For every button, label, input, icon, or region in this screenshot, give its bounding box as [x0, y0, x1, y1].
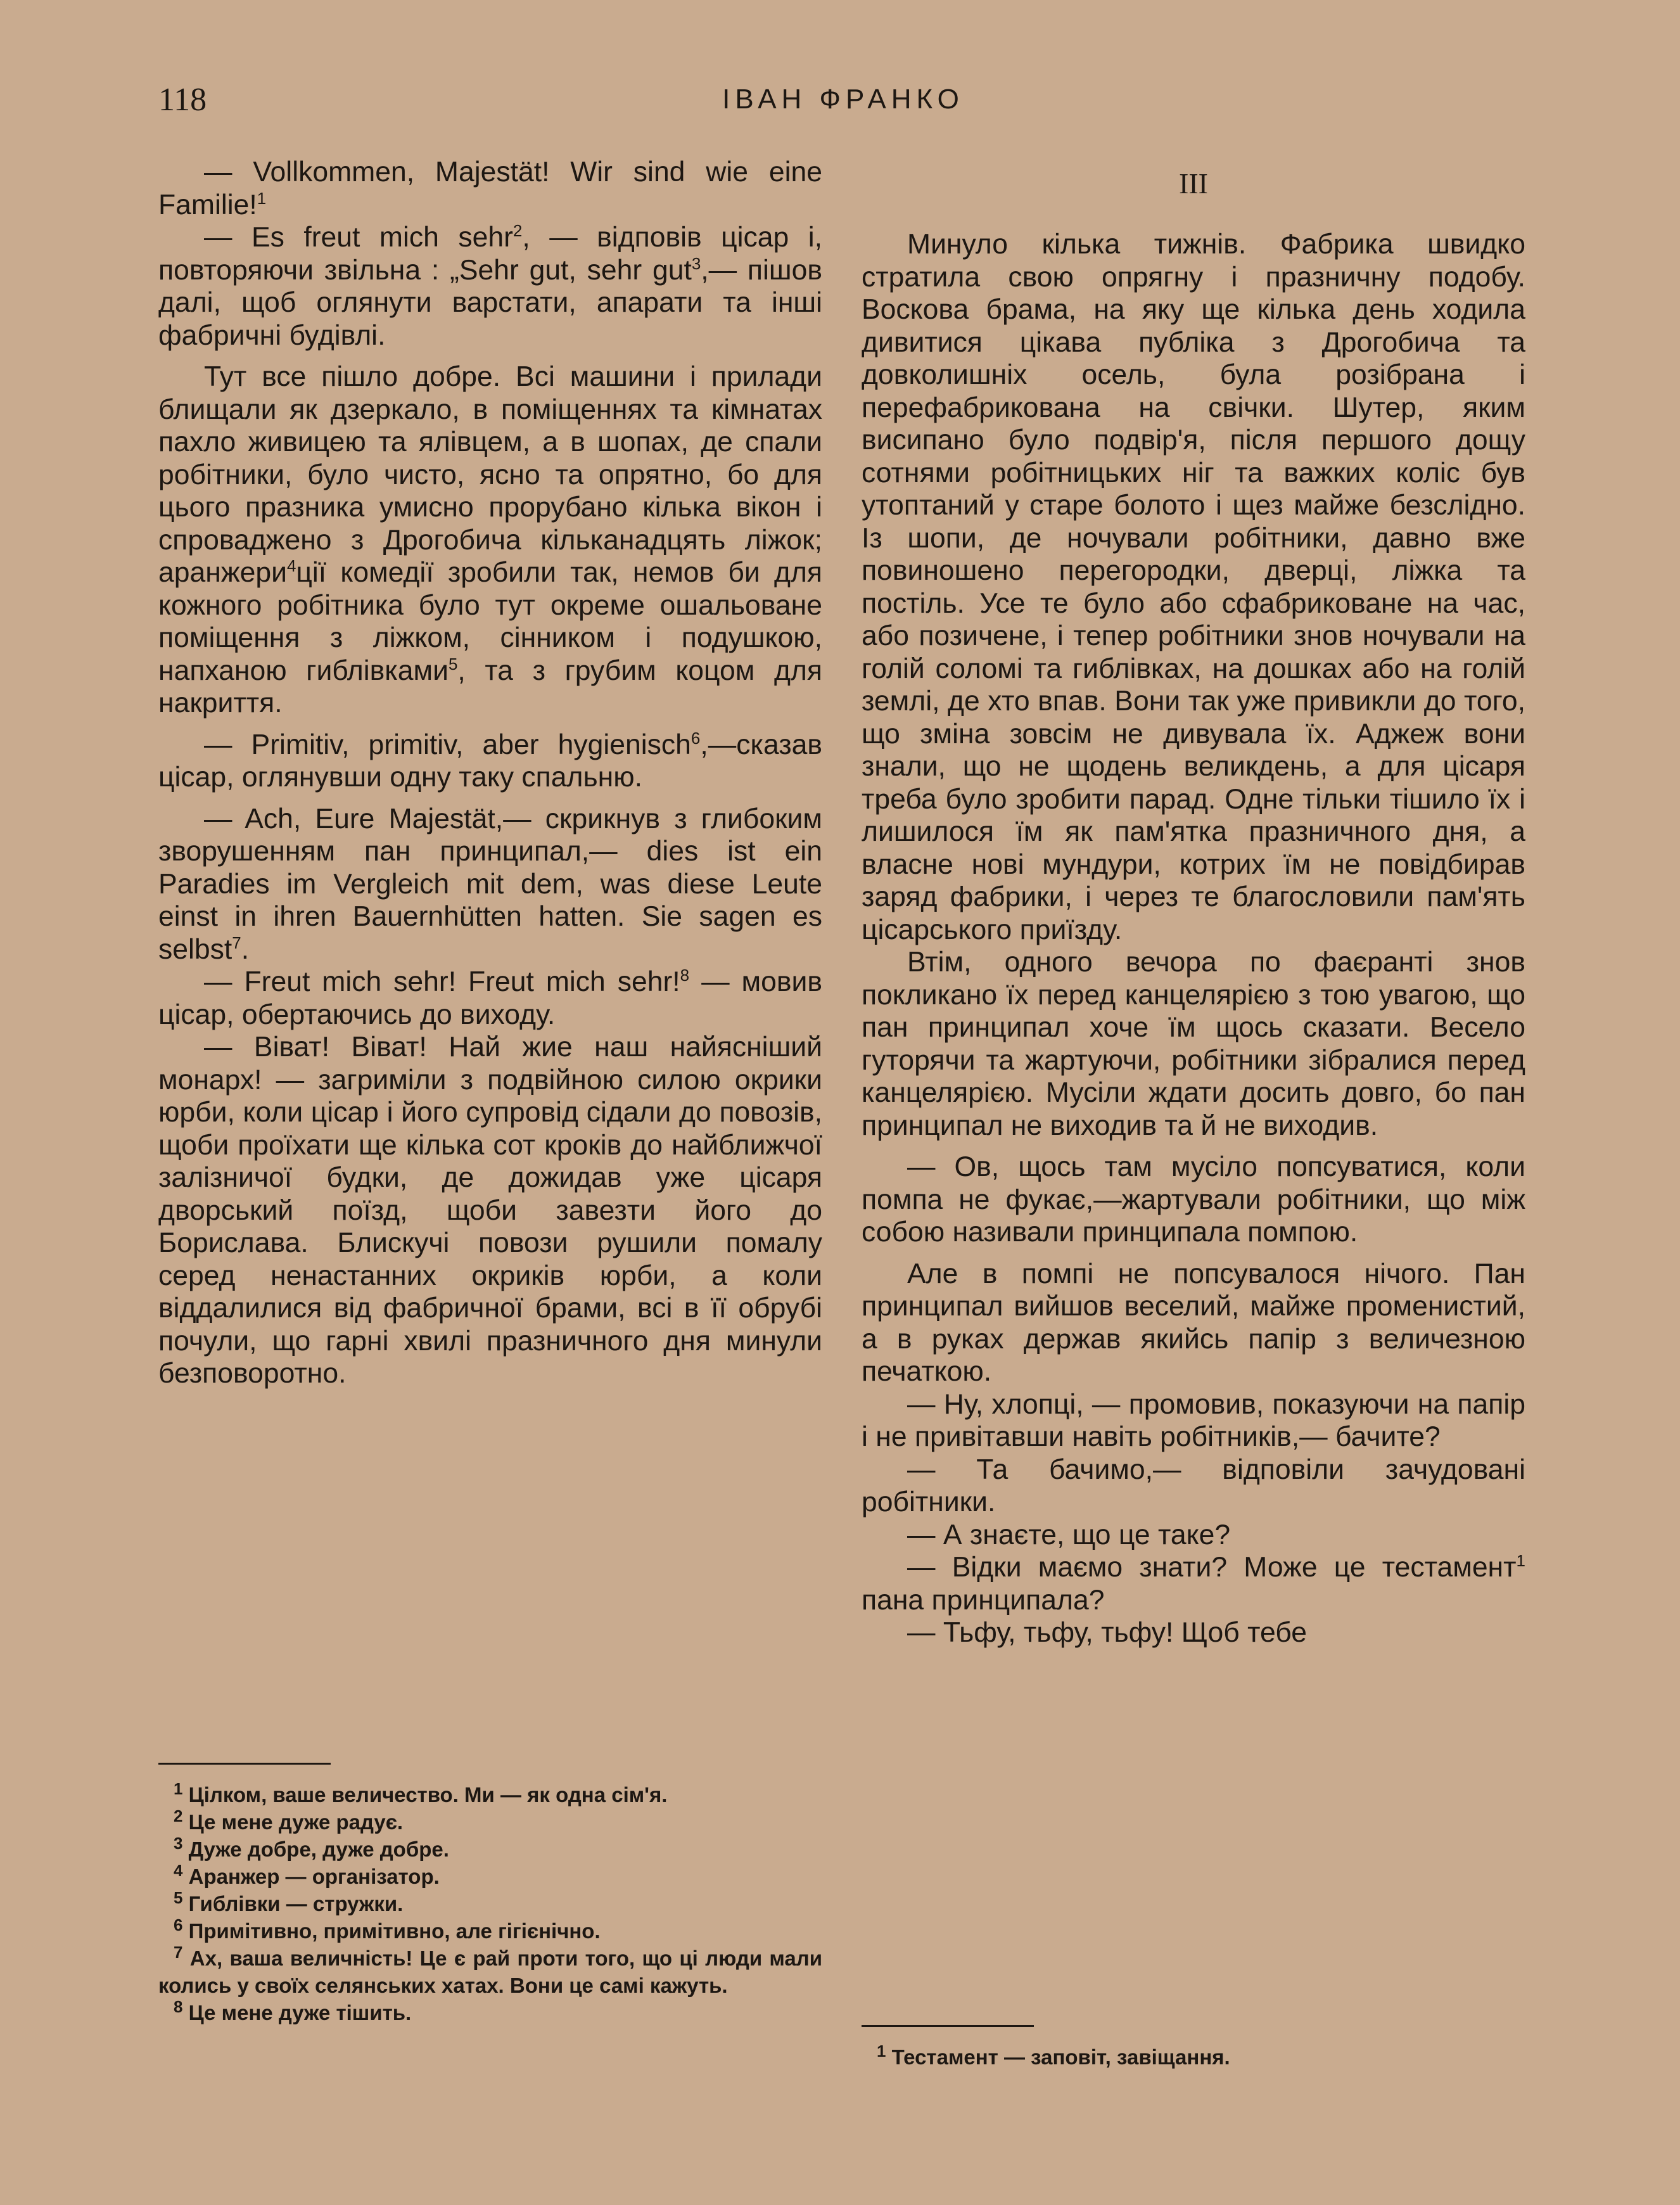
paragraph: — Ach, Eure Majestät,— скрикнув з глибоким зворушенням пан принципал,— dies ist ein Paradies im Vergleich mit dem, was diese Leute einst in ihren Bauernhütten hatten. Sie sagen es selbst$^7$. [158, 803, 822, 965]
footnote: $^5$ Гиблівки — стружки. [174, 1888, 404, 1915]
footnote: $^8$ Це мене дуже тішить. [174, 1997, 412, 2024]
footnote: $^6$ Примітивно, примітивно, але гігієнічно. [174, 1915, 601, 1943]
footnote: $^1$ Тестамент — заповіт, завіщання. [877, 2042, 1230, 2069]
left-column [158, 156, 822, 1390]
footnote-mark: 7 [232, 933, 241, 952]
footnote-mark: 8 [680, 966, 690, 985]
footnote-mark: 2 [512, 221, 523, 241]
running-title: ІВАН ФРАНКО [722, 84, 964, 115]
footnote: $^4$ Аранжер — організатор. [174, 1861, 440, 1888]
footnote-mark: 4 [286, 556, 296, 576]
paragraph: — Ов, щось там мусіло попсуватися, коли помпа не фукає,—жартували робітники, що між собою називали принципала помпою. [862, 1151, 1525, 1248]
paragraph: — Es freut mich sehr$^2$, — відповів цісар і, повторяючи звільна : „Sehr gut, sehr gut$^3$,— пішов далі, щоб оглянути варстати, апарати та інші фабричні будівлі. [158, 221, 822, 351]
paragraph: — Ну, хлопці, — промовив, показуючи на папір і не привітавши навіть робітників,— бачите? [862, 1388, 1525, 1452]
footnote: $^7$ Ах, ваша величність! Це є рай проти того, що ці люди мали колись у своїх селянських хатах. Вони це самі кажуть. [158, 1943, 822, 1997]
footnote-mark: 1 [257, 188, 267, 208]
footnote-mark: 3 [691, 253, 701, 273]
footnote-rule [158, 1763, 331, 1765]
footnote-mark: 1 [1516, 1551, 1525, 1571]
paragraph: — Primitiv, primitiv, aber hygienisch$^6$,—сказав цісар, оглянувши одну таку спальню. [158, 728, 822, 793]
footnote-rule [862, 2025, 1034, 2027]
paragraph: — Тьфу, тьфу, тьфу! Щоб тебе [907, 1617, 1307, 1648]
paragraph: — Відки маємо знати? Може це тестамент$^1$ пана принципала? [862, 1551, 1525, 1616]
footnote: $^2$ Це мене дуже радує. [174, 1806, 404, 1834]
paragraph: — Та бачимо,— відповіли зачудовані робітники. [862, 1454, 1525, 1518]
paragraph: Минуло кілька тижнів. Фабрика швидко стратила свою опрягну і празничну подобу. Воскова брама, на яку ще кілька день ходила дивитися цікава публіка з Дрогобича та довколишніх осель, була розібрана і перефабрикована на свічки. Шутер, яким висипано було подвір'я, після першого дощу сотнями робітницьких ніг та важких коліс був утоптаний у старе болото і щез майже безслідно. Із шопи, де ночували робітники, давно вже повиношено перегородки, дверці, ліжка та постіль. Усе те було або сфабриковане на час, або позичене, і тепер робітники знов ночували на голій соломі та гиблівках, на дошках або на голій землі, де хто впав. Вони так уже привикли до того, що зміна зовсім не дивувала їх. Аджеж вони знали, що не щодень великдень, а для цісаря треба було зробити парад. Одне тільки тішило їх і лишилося їм як пам'ятка празничного дня, а власне нові мундури, котрих їм не повідбирав заряд фабрики, і через те благословили пам'ять цісарського приїзду. [862, 229, 1525, 945]
left-footnotes [158, 1763, 822, 2026]
right-column [862, 156, 1525, 1649]
right-footnotes [862, 2025, 1525, 2071]
paragraph: Втім, одного вечора по фаєранті знов покликано їх перед канцелярією з тою увагою, що пан принципал хоче їм щось сказати. Весело гуторячи та жартуючи, робітники зібралися перед канцелярією. Мусіли ждати досить довго, бо пан принципал не виходив та й не виходив. [862, 947, 1525, 1141]
footnote: $^1$ Цілком, ваше величество. Ми — як одна сім'я. [174, 1779, 668, 1806]
footnote-mark: 5 [448, 654, 458, 674]
page-number: 118 [158, 82, 207, 118]
paragraph: — Freut mich sehr! Freut mich sehr!$^8$ — мовив цісар, обертаючись до виходу. [158, 966, 822, 1030]
footnote: $^3$ Дуже добре, дуже добре. [174, 1834, 449, 1861]
paragraph: Але в помпі не попсувалося нічого. Пан принципал вийшов веселий, майже променистий, а в руках держав якийсь папір з величезною печаткою. [862, 1258, 1525, 1387]
chapter-heading: III [1179, 167, 1208, 200]
paragraph: Тут все пішло добре. Всі машини і прилади блищали як дзеркало, в поміщеннях та кімнатах пахло живицею та ялівцем, а в шопах, де спали робітники, було чисто, ясно та опрятно, бо для цього празника умисно прорубано кілька вікон і спроваджено з Дрогобича кільканадцять ліжок; аранжери$^4$ції комедії зробили так, немов би для кожного робітника було тут окреме ошальоване поміщення з ліжком, сінником і подушкою, напханою гиблівками$^5$, та з грубим коцом для накриття. [158, 361, 822, 719]
footnote-mark: 6 [690, 728, 701, 748]
paragraph: — А знаєте, що це таке? [907, 1519, 1231, 1550]
page-header [158, 81, 1528, 132]
paragraph: — Віват! Віват! Най жие наш найясніший монарх! — загриміли з подвійною силою окрики юрби, коли цісар і його супровід сідали до повозів, щоби проїхати ще кілька сот кроків до найближчої залізничої будки, де дожидав уже цісаря дворський поїзд, щоби завезти його до Борислава. Блискучі повози рушили помалу серед ненастанних окриків юрби, а коли віддалилися від фабричної брами, всі в її обрубі почули, що гарні хвилі празничного дня минули безповоротно. [158, 1032, 822, 1389]
paragraph: — Vollkommen, Majestät! Wir sind wie eine Familie!$^1$ [158, 157, 822, 220]
